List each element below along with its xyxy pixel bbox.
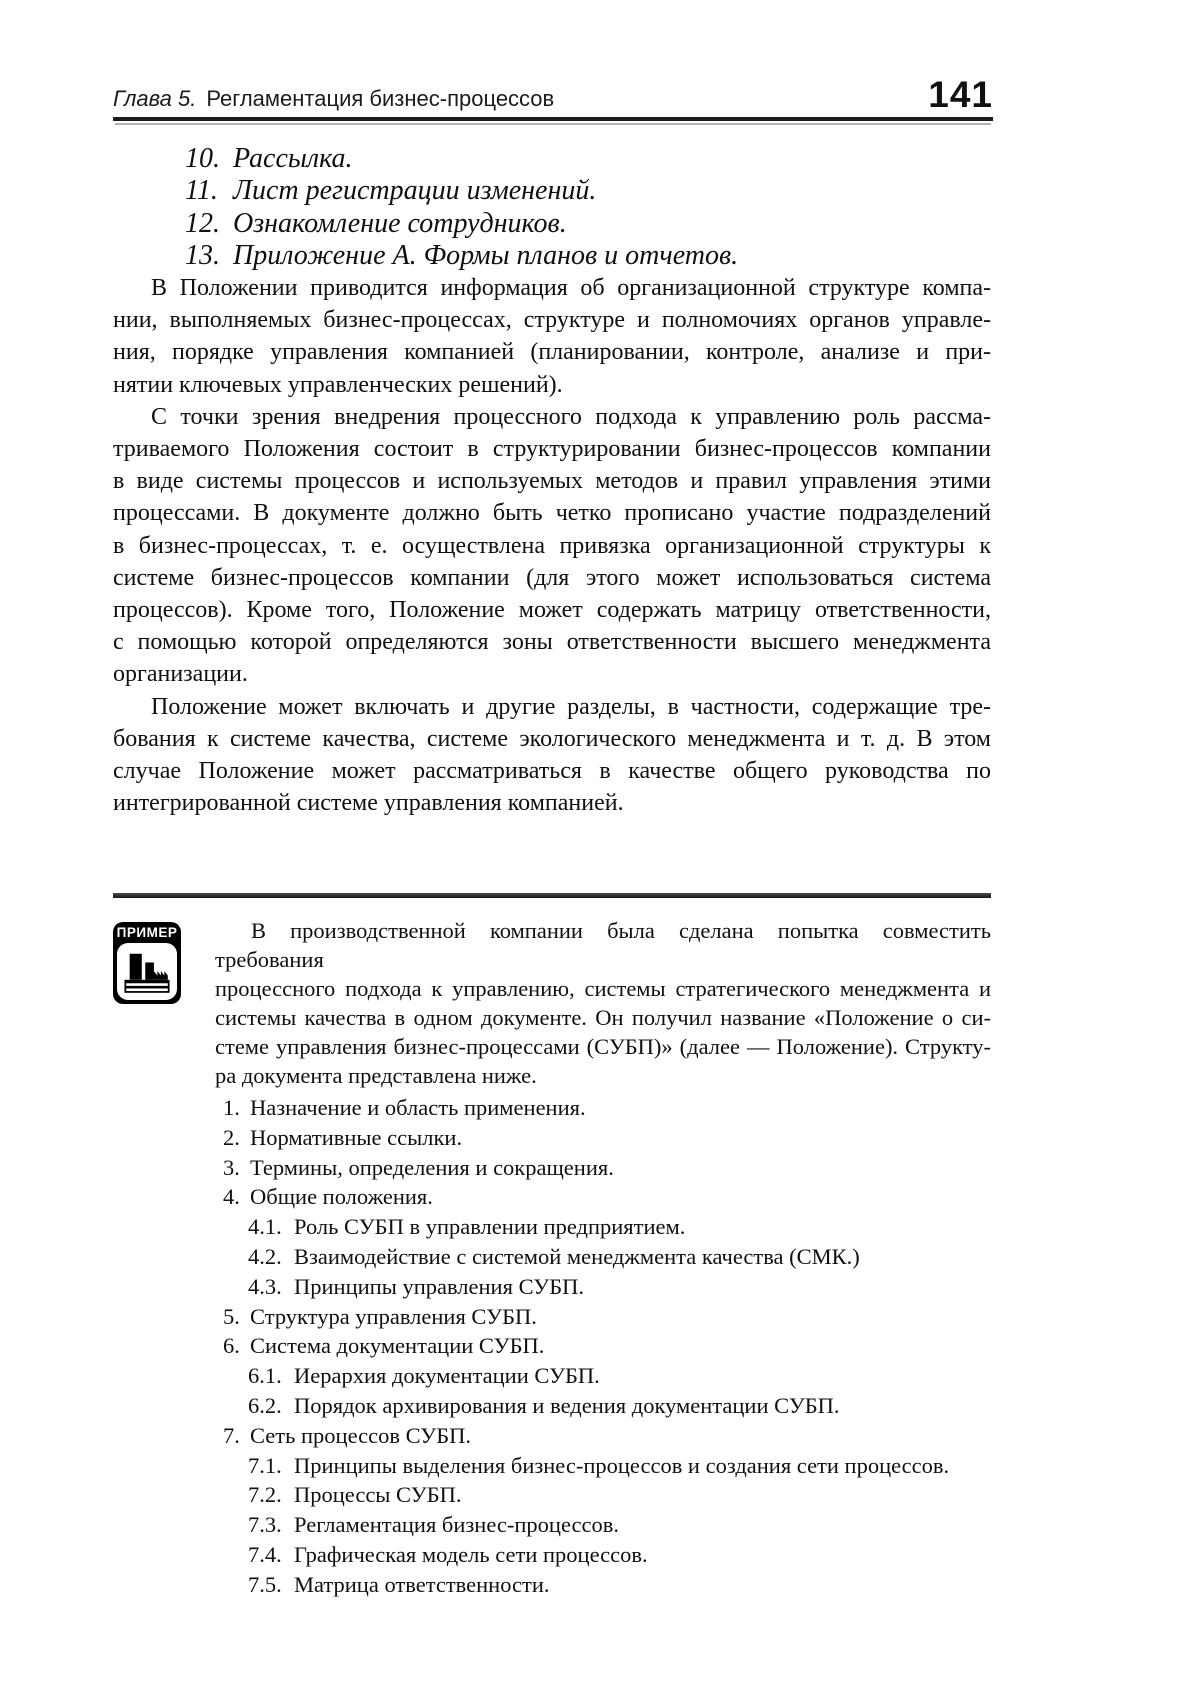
structure-list-item [215, 1123, 991, 1153]
factory-icon [117, 943, 177, 1000]
list-item [185, 208, 738, 240]
paragraph-line: Положение может включать и другие разделы, в частности, содержащие тре- [151, 693, 991, 720]
structure-item-text: Роль СУБП в управлении предприятием. [294, 1214, 686, 1240]
structure-list-item [215, 1570, 991, 1600]
paragraph-line: интегрированной системе управления компанией. [113, 790, 624, 817]
paragraph-line: С точки зрения внедрения процессного подхода к управлению роль рассма- [151, 403, 991, 430]
example-body [215, 916, 991, 1600]
example-paragraph-line: процессного подхода к управлению, системы стратегического менеджмента и [215, 976, 991, 1001]
example-badge-label: ПРИМЕР [116, 925, 178, 940]
structure-item-text: Иерархия документации СУБП. [294, 1363, 600, 1389]
example-paragraph-line: В производственной компании была сделана попытка совместить требования [215, 918, 991, 972]
structure-item-text: Система документации СУБП. [250, 1333, 545, 1359]
chapter-label: Глава 5. [113, 86, 197, 111]
list-item-number: 11. [185, 175, 218, 207]
structure-list-item [215, 1480, 991, 1510]
structure-item-text: Графическая модель сети процессов. [294, 1541, 648, 1567]
list-item-number: 13. [185, 240, 220, 272]
list-item-number: 12. [185, 207, 220, 239]
structure-item-number: 4. [223, 1184, 240, 1210]
structure-list-item [215, 1331, 991, 1361]
section-divider [113, 893, 991, 898]
structure-item-text: Структура управления СУБП. [250, 1303, 537, 1329]
list-item-text: Ознакомление сотрудников. [233, 207, 567, 239]
list-item [185, 240, 738, 272]
paragraph-line: процессов). Кроме того, Положение может содержать матрицу ответственности, [113, 597, 991, 624]
structure-item-text: Принципы выделения бизнес-процессов и создания сети процессов. [294, 1452, 950, 1478]
structure-list-item [215, 1540, 991, 1570]
structure-list-item [215, 1153, 991, 1183]
list-item-text: Приложение А. Формы планов и отчетов. [233, 240, 739, 272]
structure-item-text: Термины, определения и сокращения. [250, 1154, 614, 1180]
paragraph-line: организации. [113, 661, 248, 688]
paragraph-line: в виде системы процессов и используемых методов и правил управления этими [113, 468, 991, 495]
structure-item-number: 7.4. [248, 1541, 282, 1567]
structure-item-number: 4.3. [248, 1273, 282, 1299]
structure-list-item [215, 1361, 991, 1391]
structure-item-number: 6. [223, 1333, 240, 1359]
paragraph-line: нятии ключевых управленческих решений). [113, 371, 563, 398]
example-paragraph [215, 916, 991, 1090]
structure-item-number: 4.1. [248, 1214, 282, 1240]
structure-item-text: Сеть процессов СУБП. [250, 1422, 472, 1448]
structure-list-item [215, 1093, 991, 1123]
structure-item-text: Принципы управления СУБП. [294, 1273, 585, 1299]
paragraph-line: случае Положение может рассматриваться в качестве общего руководства по [113, 758, 991, 785]
structure-item-number: 7.1. [248, 1452, 282, 1478]
list-item-number: 10. [185, 143, 220, 174]
paragraph-line: с помощью которой определяются зоны ответственности высшего менеджмента [113, 629, 991, 656]
page-number: 141 [928, 74, 993, 115]
structure-item-number: 5. [223, 1303, 240, 1329]
paragraph-line: В Положении приводится информация об организационной структуре компа- [151, 275, 991, 301]
body-paragraphs [113, 272, 991, 819]
structure-list-item [215, 1451, 991, 1481]
structure-list-item [215, 1510, 991, 1540]
structure-item-text: Порядок архивирования и ведения документации СУБП. [294, 1392, 840, 1418]
structure-list-item [215, 1421, 991, 1451]
paragraph-line: ния, порядке управления компанией (планировании, контроле, анализе и при- [113, 339, 991, 366]
paragraph-line: нии, выполняемых бизнес-процессах, структуре и полномочиях органов управле- [113, 307, 991, 334]
example-structure-list [215, 1093, 991, 1600]
structure-list-item [215, 1272, 991, 1302]
structure-item-number: 7.3. [248, 1512, 282, 1538]
structure-item-text: Назначение и область применения. [250, 1095, 586, 1120]
chapter-title: Регламентация бизнес-процессов [206, 86, 555, 111]
paragraph-line: процессами. В документе должно быть четко прописано участие подразделений [113, 500, 991, 527]
running-head [113, 86, 554, 112]
structure-item-number: 3. [223, 1154, 240, 1180]
structure-item-text: Нормативные ссылки. [250, 1124, 463, 1150]
structure-list-item [215, 1212, 991, 1242]
paragraph-line: в бизнес-процессах, т. е. осуществлена привязка организационной структуры к [113, 532, 991, 559]
structure-list-item [215, 1302, 991, 1332]
structure-item-number: 6.2. [248, 1392, 282, 1418]
structure-item-text: Регламентация бизнес-процессов. [294, 1512, 619, 1538]
paragraph-line: бования к системе качества, системе экологического менеджмента и т. д. В этом [113, 725, 991, 752]
structure-item-number: 4.2. [248, 1243, 282, 1269]
structure-list-item [215, 1182, 991, 1212]
example-block [113, 916, 991, 1600]
header-rule [113, 117, 993, 121]
example-paragraph-line: ра документа представлена ниже. [215, 1063, 537, 1088]
structure-item-number: 1. [223, 1095, 240, 1120]
structure-item-text: Процессы СУБП. [294, 1482, 462, 1508]
list-item-text: Лист регистрации изменений. [233, 175, 597, 207]
structure-list-item [215, 1391, 991, 1421]
structure-list-item [215, 1242, 991, 1272]
paragraph-line: триваемого Положения состоит в структурировании бизнес-процессов компании [113, 436, 991, 463]
structure-item-text: Общие положения. [250, 1184, 433, 1210]
appendix-items-list [185, 143, 738, 273]
structure-item-number: 2. [223, 1124, 240, 1150]
example-paragraph-line: стеме управления бизнес-процессами (СУБП)» (далее — Положение). Структу- [215, 1034, 991, 1059]
structure-item-number: 7. [223, 1422, 240, 1448]
structure-item-number: 7.5. [248, 1571, 282, 1597]
list-item [185, 143, 738, 175]
structure-item-text: Матрица ответственности. [294, 1571, 550, 1597]
list-item-text: Рассылка. [233, 143, 353, 174]
structure-item-number: 7.2. [248, 1482, 282, 1508]
structure-item-text: Взаимодействие с системой менеджмента качества (СМК.) [294, 1243, 860, 1269]
example-paragraph-line: системы качества в одном документе. Он получил название «Положение о си- [215, 1005, 991, 1030]
example-badge [113, 922, 181, 1004]
structure-item-number: 6.1. [248, 1363, 282, 1389]
list-item [185, 175, 738, 207]
paragraph-line: системе бизнес-процессов компании (для этого может использоваться система [113, 564, 991, 591]
